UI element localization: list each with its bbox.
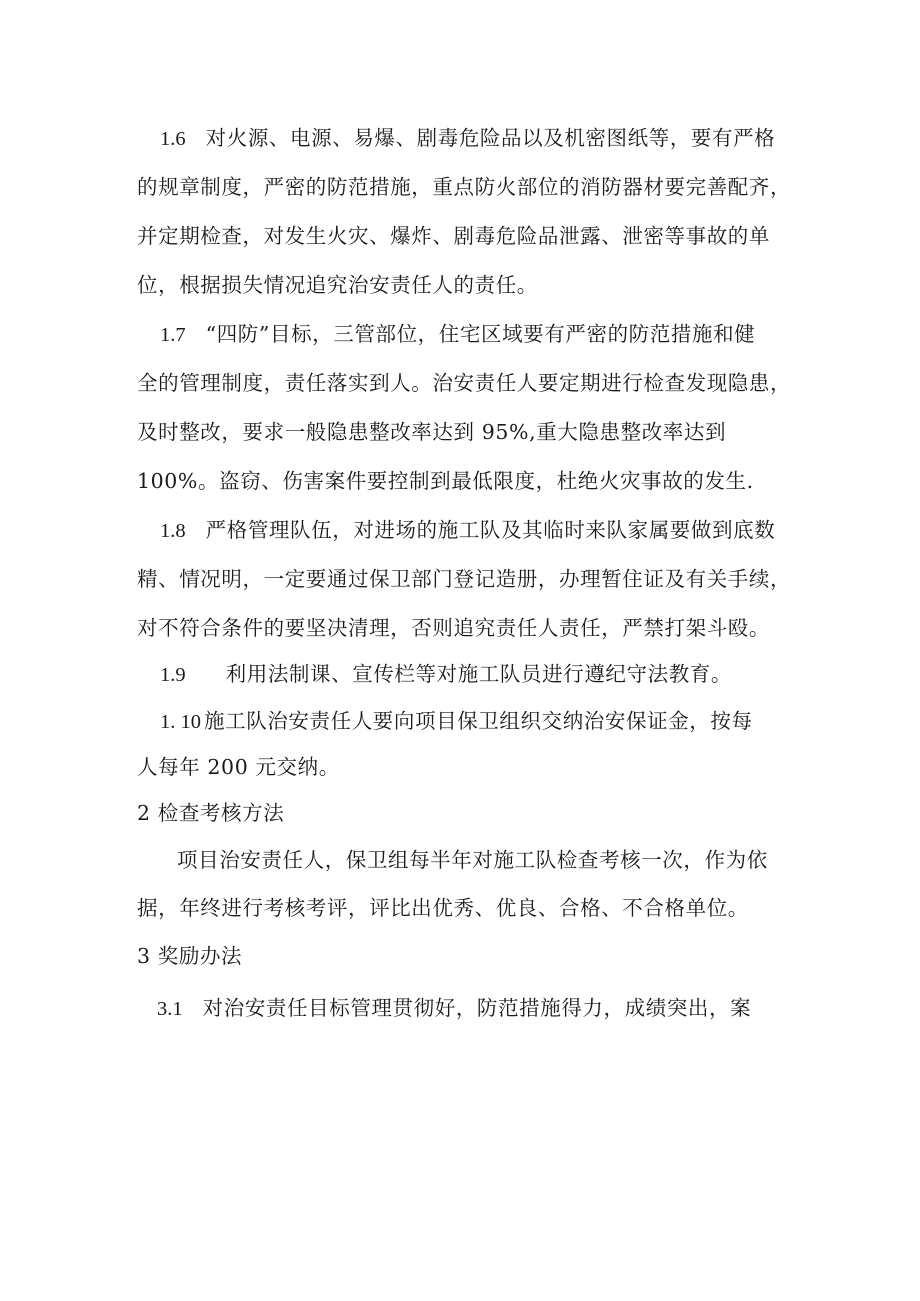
paragraph-1-6-line-1 xyxy=(160,118,775,158)
section-2-line-1 xyxy=(177,840,768,880)
paragraph-1-10-line-2 xyxy=(137,747,340,787)
paragraph-text: 位，根据损失情况追究治安责任人的责任。 xyxy=(137,273,538,297)
section-number: 1.6 xyxy=(160,128,186,150)
section-number: 1. 10 xyxy=(160,711,201,733)
heading-text: 2 检查考核方法 xyxy=(137,801,285,825)
paragraph-1-6-line-2 xyxy=(137,167,791,207)
heading-text: 3 奖励办法 xyxy=(137,944,243,968)
paragraph-text: 利用法制课、宣传栏等对施工队员进行遵纪守法教育。 xyxy=(225,662,733,686)
paragraph-text: “四防”目标，三管部位，住宅区域要有严密的防范措施和健 xyxy=(205,322,756,346)
section-number: 1.7 xyxy=(160,324,186,346)
section-number: 3.1 xyxy=(157,998,183,1020)
paragraph-text: 人每年 200 元交纳。 xyxy=(137,755,340,779)
paragraph-text: 施工队治安责任人要向项目保卫组织交纳治安保证金，按每 xyxy=(204,709,753,733)
section-2-line-2 xyxy=(137,888,749,928)
paragraph-1-6-line-3 xyxy=(137,216,770,256)
paragraph-1-8-line-1 xyxy=(160,510,775,550)
paragraph-1-7-line-1 xyxy=(160,314,755,354)
paragraph-1-8-line-3 xyxy=(137,608,770,648)
paragraph-text: 对治安责任目标管理贯彻好，防范措施得力，成绩突出，案 xyxy=(202,996,752,1020)
section-3-1-line-1 xyxy=(157,988,751,1028)
paragraph-text: 对不符合条件的要坚决清理，否则追究责任人责任，严禁打架斗殴。 xyxy=(137,616,770,640)
section-2-heading xyxy=(137,793,284,833)
paragraph-text: 项目治安责任人，保卫组每半年对施工队检查考核一次，作为依 xyxy=(177,848,768,872)
paragraph-1-6-line-4 xyxy=(137,265,538,305)
paragraph-text: 对火源、电源、易爆、剧毒危险品以及机密图纸等，要有严格 xyxy=(205,126,776,150)
paragraph-text: 据，年终进行考核考评，评比出优秀、优良、合格、不合格单位。 xyxy=(137,896,749,920)
paragraph-1-7-line-4 xyxy=(137,461,754,501)
paragraph-1-7-line-3 xyxy=(137,412,726,452)
paragraph-1-7-line-2 xyxy=(137,363,791,403)
paragraph-text: 并定期检查，对发生火灾、爆炸、剧毒危险品泄露、泄密等事故的单 xyxy=(137,224,770,248)
paragraph-1-10-line-1 xyxy=(160,701,753,741)
paragraph-text: 的规章制度，严密的防范措施，重点防火部位的消防器材要完善配齐， xyxy=(137,175,792,199)
section-number: 1.8 xyxy=(160,520,186,542)
paragraph-text: 严格管理队伍，对进场的施工队及其临时来队家属要做到底数 xyxy=(205,518,776,542)
paragraph-text: 精、情况明，一定要通过保卫部门登记造册，办理暂住证及有关手续， xyxy=(137,567,792,591)
paragraph-text: 100%。盗窃、伤害案件要控制到最低限度，杜绝火灾事故的发生. xyxy=(137,469,754,493)
section-3-heading xyxy=(137,936,242,976)
section-number: 1.9 xyxy=(160,664,186,686)
paragraph-1-9-line-1 xyxy=(160,654,732,694)
paragraph-text: 及时整改，要求一般隐患整改率达到 95%,重大隐患整改率达到 xyxy=(137,420,727,444)
paragraph-1-8-line-2 xyxy=(137,559,791,599)
paragraph-text: 全的管理制度，责任落实到人。治安责任人要定期进行检查发现隐患， xyxy=(137,371,792,395)
